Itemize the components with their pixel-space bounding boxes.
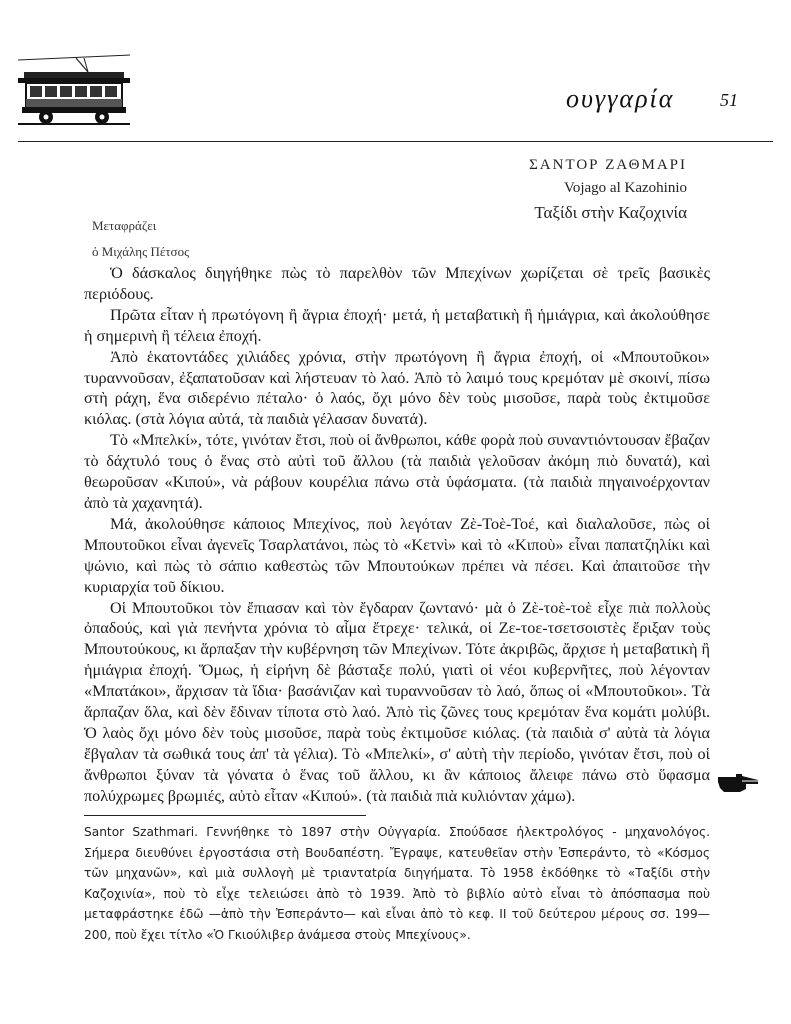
story-paragraph: Οἱ Μπουτοῦκοι τὸν ἔπιασαν καὶ τὸν ἔγδαραν ζωντανό· μὰ ὁ Ζὲ-τοὲ-τοὲ εἶχε πιὰ πολλοὺς ὀπαδούς, καὶ γιὰ πενήντα χρόνια τὸ αἷμα ἔτρεχε· τελικά, οἱ Ζε-τοε-τσετσοιστὲς ἔριξαν τοὺς Μπουτούκους, κι ἅρπαξαν τὴν κυβέρνηση τῶν Μπεχίνων. Τότε ἀκριβῶς, ἄρχισε ἡ μεταβατικὴ ἢ ἡμιάγρια ἐποχή. Ὅμως, ἡ εἰρήνη δὲ βάσταξε πολύ, γιατὶ οἱ νέοι κυβερνῆτες, ποὺ λέγονταν «Μπατάκοι», ἄρχισαν τὰ ἴδια· βασάνιζαν καὶ τυραννοῦσαν τὸ λαό, ὅπως οἱ «Μπουτοῦκοι». Τὰ ἅρπαζαν ὅλα, καὶ δὲν ἔδιναν τίποτα στὸ λαό. Ἀπὸ τὶς ζῶνες τους κρεμόταν ἕνα κομάτι μολύβι. Ὁ λαὸς ὄχι μόνο δὲν τοὺς μισοῦσε, παρὰ τοὺς ἐκτιμοῦσε κιόλας. (τὰ παιδιὰ σ' αὐτὰ τὰ λόγια ἔβγαλαν τὰ σωθικά τους ἀπ' τὰ γέλια). Τὸ «Μπελκί», σ' αὐτὴ τὴν περίοδο, γινόταν ἔτσι, ποὺ οἱ ἄνθρωποι ξύναν τὰ γόνατα ὁ ἕνας τοῦ ἄλλου, κι ἂν κάποιος ἄλειφε πάνω στὸ ὕφασμα πολύχρωμες βρωμιές, αὐτὸ εἶταν «Κιπού». (τὰ παιδιὰ πιὰ κυλιόνταν χάμω).	[84, 598, 710, 805]
tram-illustration-icon	[18, 52, 130, 128]
story-text	[84, 263, 710, 807]
running-title: ουγγαρία	[566, 84, 675, 113]
footnote-divider	[84, 815, 366, 816]
story-paragraph: Μά, ἀκολούθησε κάποιος Μπεχίνος, ποὺ λεγόταν Ζὲ-Τοὲ-Τοέ, καὶ διαλαλοῦσε, πὼς οἱ Μπουτοῦκοι εἶναι ἀγενεῖς Τσαρλατάνοι, πὼς τὸ «Κετνὶ» καὶ τὸ «Κιποὺ» εἶναι παπατζηλίκι καὶ ψώνιο, καὶ πὼς τὸ σάπιο καθεστὼς τῶν Μπουτούκων πρέπει νὰ πέσει. Καὶ ἀπαιτοῦσε τὴν κυριαρχία τοῦ δίκιου.	[84, 514, 710, 596]
story-paragraph: Πρῶτα εἶταν ἡ πρωτόγονη ἢ ἄγρια ἐποχή· μετά, ἡ μεταβατικὴ ἢ ἡμιάγρια, καὶ ἀκολούθησε ἡ σημερινὴ ἢ τέλεια ἐποχή.	[84, 305, 710, 345]
author-block	[529, 154, 687, 226]
translator-name: ὁ Μιχάλης Πέτσος	[92, 244, 190, 259]
translator-credit	[92, 213, 189, 265]
pointing-hand-icon	[716, 772, 760, 794]
story-paragraph: Ἀπὸ ἑκατοντάδες χιλιάδες χρόνια, στὴν πρωτόγονη ἢ ἄγρια ἐποχή, οἱ «Μπουτοῦκοι» τυραννοῦσαν, ἐξαπατοῦσαν καὶ λήστευαν τὸ λαό. Ἀπὸ τὸ λαιμό τους κρεμόταν μὲ σκοινί, πίσω στὴ ράχη, ἕνα σιδερένιο πέταλο· ὁ λαός, ὄχι μόνο δὲν τοὺς μισοῦσε, παρὰ τοὺς ἐκτιμοῦσε κιόλας. (στὰ λόγια αὐτά, τὰ παιδιὰ γέλασαν δυνατά).	[84, 347, 710, 429]
translator-label: Μεταφράζει	[92, 218, 157, 233]
story-paragraph: Τὸ «Μπελκί», τότε, γινόταν ἔτσι, ποὺ οἱ ἄνθρωποι, κάθε φορὰ ποὺ συναντιόντουσαν ἔβαζαν τὸ δάχτυλό τους ὁ ἕνας στὸ αὐτὶ τοῦ ἄλλου (τὰ παιδιὰ γελοῦσαν ἀκόμη πιὸ δυνατά), καὶ θεωροῦσαν «Κιπού», νὰ ράβουν κουρέλια πάνω στὰ ὑφάσματα. (τὰ παιδιὰ πηγαινοέρχονταν ἀπὸ τὰ χαχανητά).	[84, 431, 710, 512]
greek-title: Ταξίδι στὴν Καζοχινία	[534, 203, 687, 222]
page-number: 51	[720, 90, 738, 110]
author-name: ΣΑΝΤΟΡ ΖΑΘΜΑΡΙ	[529, 157, 687, 173]
header-divider	[18, 141, 773, 142]
author-footnote: Santor Szathmari. Γεννήθηκε τὸ 1897 στὴν Οὐγγαρία. Σπούδασε ἠλεκτρολόγος - μηχανολόγος. Σήμερα διευθύνει ἐργοστάσια στὴ Βουδαπέστη. Ἔγραψε, κατευθεῖαν στὴν Ἐσπεράντο, τὸ «Κόσμος τῶν μηχανῶν», καὶ μιὰ συλλογὴ μὲ τριανταtρία διηγήματα. Τὸ 1958 ἐκδόθηκε τὸ «Ταξίδι στὴν Καζοχινία», ποὺ τὸ εἶχε τελειώσει ἀπὸ τὸ 1939. Ἀπὸ τὸ βιβλίο αὐτὸ εἶναι τὸ ἀπόσπασμα ποὺ μεταφράστηκε ἐδῶ —ἀπὸ τὴν Ἐσπεράντο— καὶ εἶναι ἀπὸ τὸ κεφ. ΙΙ τοῦ δεύτερου μέρους σσ. 199—200, ποὺ ἔχει τίτλο «Ὁ Γκιούλιβερ ἀνάμεσα στοὺς Μπεχίνους».	[84, 825, 710, 942]
story-paragraph: Ὁ δάσκαλος διηγήθηκε πὼς τὸ παρελθὸν τῶν Μπεχίνων χωρίζεται σὲ τρεῖς βασικὲς περιόδους.	[84, 264, 710, 303]
page-header	[0, 0, 791, 150]
original-title: Vojago al Kazohinio	[563, 180, 687, 196]
